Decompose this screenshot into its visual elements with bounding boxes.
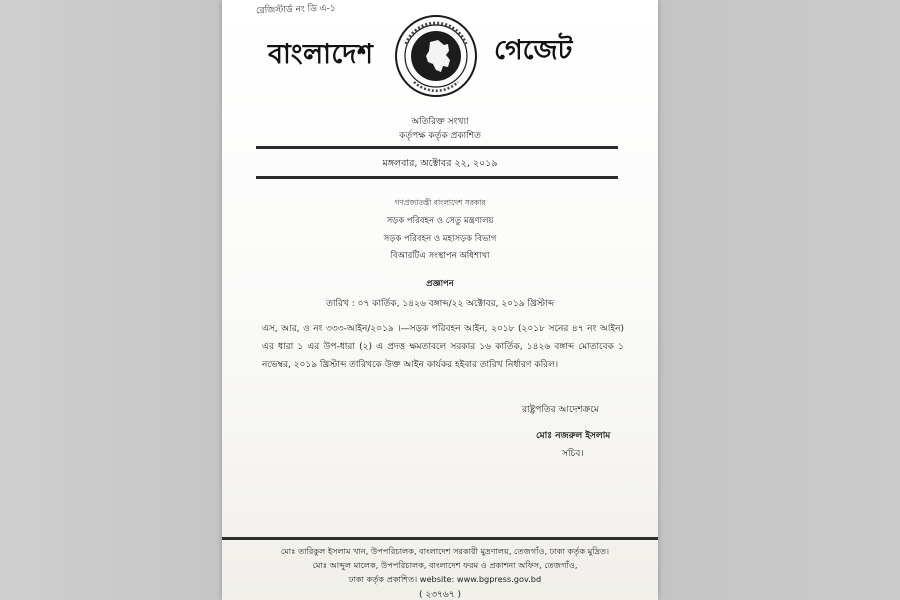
notification-body: এস, আর, ও নং ৩৩৩-আইন/২০১৯ ।—সড়ক পরিবহন আইন, ২০১৮ (২০১৮ সনের ৪৭ নং আইন) এর ধারা ১ এর উপ-ধারা (২) এ প্রদত্ত ক্ষমতাবলে সরকার ১৬ কার্তিক, ১৪২৬ বঙ্গাব্দ মোতাবেক ১ নভেম্বর, ২০১৯ খ্রিস্টাব্দ তারিখকে উক্ত আইন কার্যকর হইবার তারিখ নির্ধারণ করিল। [262,324,624,370]
notification-heading: প্রজ্ঞাপন [426,279,454,289]
background-right [658,0,900,600]
signer-title: সচিব। [562,449,584,459]
registration-number: রেজিস্টার্ড নং ডি এ-১ [255,3,336,17]
government-seal-icon [394,14,478,98]
footer-website-line: ঢাকা কর্তৃক প্রকাশিত। website: www.bgpress.gov.bd [348,574,542,584]
government-name: গণপ্রজাতন্ত্রী বাংলাদেশ সরকার [394,198,486,207]
by-order-line: রাষ্ট্রপতির আদেশক্রমে [522,405,599,415]
extra-issue-label: অতিরিক্ত সংখ্যা [411,117,469,127]
header-divider-bottom [256,176,618,179]
background-left [0,0,222,600]
published-by-label: কর্তৃপক্ষ কর্তৃক প্রকাশিত [399,131,481,141]
division-name: সড়ক পরিবহন ও মহাসড়ক বিভাগ [383,234,497,244]
ministry-name: সড়ক পরিবহন ও সেতু মন্ত্রণালয় [386,216,494,226]
gazette-title-right: গেজেট [494,35,573,66]
notification-date: তারিখ : ০৭ কার্তিক, ১৪২৬ বঙ্গাব্দ/২২ অক্টোবর, ২০১৯ খ্রিস্টাব্দ [326,299,554,309]
gazette-page [222,0,658,600]
footer-printer-line: মোঃ তারিকুল ইসলাম খান, উপপরিচালক, বাংলাদেশ সরকারী মুদ্রণালয়, তেজগাঁও, ঢাকা কর্তৃক মুদ্রিত। [280,546,610,556]
footer-publisher-line: মোঃ আব্দুল মালেক, উপপরিচালক, বাংলাদেশ ফরম ও প্রকাশনা অফিস, তেজগাঁও, [312,560,578,570]
issue-date: মঙ্গলবার, অক্টোবর ২২, ২০১৯ [382,158,498,169]
wing-name: বিআরটিএ সংস্থাপন অধিশাখা [390,251,490,261]
signer-name: মোঃ নজরুল ইসলাম [536,431,611,441]
footer-divider [222,537,658,540]
header-divider-top [256,146,618,149]
gazette-title-left: বাংলাদেশ [268,39,374,70]
page-number: ( ২৩৭৬৭ ) [418,590,461,600]
